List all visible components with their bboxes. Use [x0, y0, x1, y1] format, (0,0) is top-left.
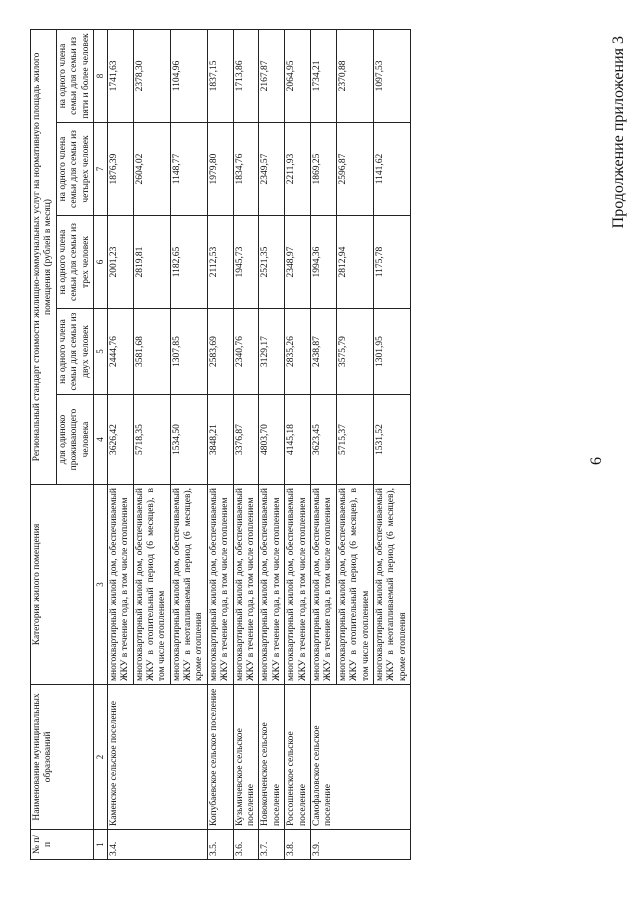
value-cell: 2835,26	[285, 309, 311, 395]
municipality-name: Россошенское сельское поселение	[285, 685, 311, 830]
value-cell: 2604,02	[133, 123, 170, 216]
value-cell: 1141,62	[373, 123, 410, 216]
municipality-name: Самофаловское сельское поселение	[311, 685, 411, 830]
value-cell: 2378,30	[133, 29, 170, 122]
subheader-two: на одного члена семьи для семьи из двух человек	[56, 309, 93, 395]
header-municipality: Наименование муниципальных образований	[31, 685, 94, 830]
category-text: многоквартирный жилой дом, обеспечиваемый ЖКУ в течение года, в том числе отоплением	[233, 485, 259, 685]
value-cell: 1301,95	[373, 309, 410, 395]
category-text: многоквартирный жилой дом, обеспечиваемый ЖКУ в отопительный период (6 месяцев), в том числе отоплением	[336, 485, 373, 685]
col-number: 4	[93, 395, 107, 485]
value-cell: 2349,57	[259, 123, 285, 216]
category-text: многоквартирный жилой дом, обеспечиваемый ЖКУ в течение года, в том числе отоплением	[311, 485, 337, 685]
table-row	[207, 29, 233, 859]
value-cell: 4145,18	[285, 395, 311, 485]
value-cell: 2583,69	[207, 309, 233, 395]
row-num: 3.7.	[259, 830, 285, 860]
value-cell: 5718,35	[133, 395, 170, 485]
value-cell: 2438,87	[311, 309, 337, 395]
value-cell: 1994,36	[311, 216, 337, 309]
page-number: 6	[588, 457, 605, 465]
value-cell: 5715,37	[336, 395, 373, 485]
cost-standard-table	[30, 29, 411, 860]
value-cell: 2211,93	[285, 123, 311, 216]
header-category: Категория жилого помещения	[31, 485, 94, 685]
row-num: 3.5.	[207, 830, 233, 860]
table-row	[285, 29, 311, 859]
row-num: 3.8.	[285, 830, 311, 860]
category-text: многоквартирный жилой дом, обеспечиваемый ЖКУ в течение года, в том числе отоплением	[207, 485, 233, 685]
col-number: 7	[93, 123, 107, 216]
value-cell: 2596,87	[336, 123, 373, 216]
value-cell: 1534,50	[170, 395, 207, 485]
value-cell: 1945,73	[233, 216, 259, 309]
table-row	[259, 29, 285, 859]
value-cell: 1979,80	[207, 123, 233, 216]
header-row	[31, 29, 57, 859]
value-cell: 1175,78	[373, 216, 410, 309]
value-cell: 1307,85	[170, 309, 207, 395]
value-cell: 1837,15	[207, 29, 233, 122]
value-cell: 1104,96	[170, 29, 207, 122]
subheader-five: на одного члена семьи для семьи из пяти и более человек	[56, 29, 93, 122]
value-cell: 2521,35	[259, 216, 285, 309]
col-number: 5	[93, 309, 107, 395]
col-number: 2	[93, 685, 107, 830]
category-text: многоквартирный жилой дом, обеспечиваемый ЖКУ в отопительный период (6 месяцев), в том числе отоплением	[133, 485, 170, 685]
value-cell: 1713,86	[233, 29, 259, 122]
value-cell: 3623,45	[311, 395, 337, 485]
category-text: многоквартирный жилой дом, обеспечиваемый ЖКУ в течение года, в том числе отоплением	[259, 485, 285, 685]
value-cell: 3581,68	[133, 309, 170, 395]
row-num: 3.4.	[107, 830, 207, 860]
subheader-four: на одного члена семьи для семьи из четырех человек	[56, 123, 93, 216]
value-cell: 1148,77	[170, 123, 207, 216]
value-cell: 3575,79	[336, 309, 373, 395]
category-text: многоквартирный жилой дом, обеспечиваемый ЖКУ в течение года, в том числе отоплением	[107, 485, 133, 685]
value-cell: 4803,70	[259, 395, 285, 485]
municipality-name: Кузьмичевское сельское поселение	[233, 685, 259, 830]
municipality-name: Новоконченское сельское поселение	[259, 685, 285, 830]
category-text: многоквартирный жилой дом, обеспечиваемый ЖКУ в течение года, в том числе отоплением	[285, 485, 311, 685]
column-numbers-row	[93, 29, 107, 859]
value-cell: 3848,21	[207, 395, 233, 485]
value-cell: 1182,65	[170, 216, 207, 309]
row-num: 3.9.	[311, 830, 411, 860]
value-cell: 2348,97	[285, 216, 311, 309]
category-text: многоквартирный жилой дом, обеспечиваемый ЖКУ в неотапливаемый период (6 месяцев), кроме отопления	[373, 485, 410, 685]
category-text: многоквартирный жилой дом, обеспечиваемый ЖКУ в неотапливаемый период (6 месяцев), кроме отопления	[170, 485, 207, 685]
col-number: 8	[93, 29, 107, 122]
header-num: № п/п	[31, 830, 94, 860]
value-cell: 2812,94	[336, 216, 373, 309]
value-cell: 3376,87	[233, 395, 259, 485]
col-number: 6	[93, 216, 107, 309]
municipality-name: Копубаевское сельское поселение	[207, 685, 233, 830]
value-cell: 1834,76	[233, 123, 259, 216]
value-cell: 2001,23	[107, 216, 133, 309]
value-cell: 1531,52	[373, 395, 410, 485]
municipality-name: Каменское сельское поселение	[107, 685, 207, 830]
appendix-label: Продолжение приложения 3	[610, 36, 627, 229]
value-cell: 1869,25	[311, 123, 337, 216]
value-cell: 2444,76	[107, 309, 133, 395]
header-standard: Региональный стандарт стоимости жилищно-коммунальных услуг на нормативную площадь жилого помещения (рублей в месяц)	[31, 29, 57, 484]
col-number: 3	[93, 485, 107, 685]
subheader-single: для одиноко проживающего человека	[56, 395, 93, 485]
value-cell: 2340,76	[233, 309, 259, 395]
subheader-three: на одного члена семьи для семьи из трех человек	[56, 216, 93, 309]
value-cell: 2167,87	[259, 29, 285, 122]
row-num: 3.6.	[233, 830, 259, 860]
value-cell: 3129,17	[259, 309, 285, 395]
value-cell: 2064,95	[285, 29, 311, 122]
value-cell: 2112,53	[207, 216, 233, 309]
table-row	[107, 29, 133, 859]
value-cell: 3626,42	[107, 395, 133, 485]
value-cell: 1876,39	[107, 123, 133, 216]
value-cell: 1734,21	[311, 29, 337, 122]
value-cell: 1741,63	[107, 29, 133, 122]
value-cell: 2819,81	[133, 216, 170, 309]
col-number: 1	[93, 830, 107, 860]
table-row	[311, 29, 337, 859]
table-row	[233, 29, 259, 859]
value-cell: 2370,88	[336, 29, 373, 122]
value-cell: 1097,53	[373, 29, 410, 122]
